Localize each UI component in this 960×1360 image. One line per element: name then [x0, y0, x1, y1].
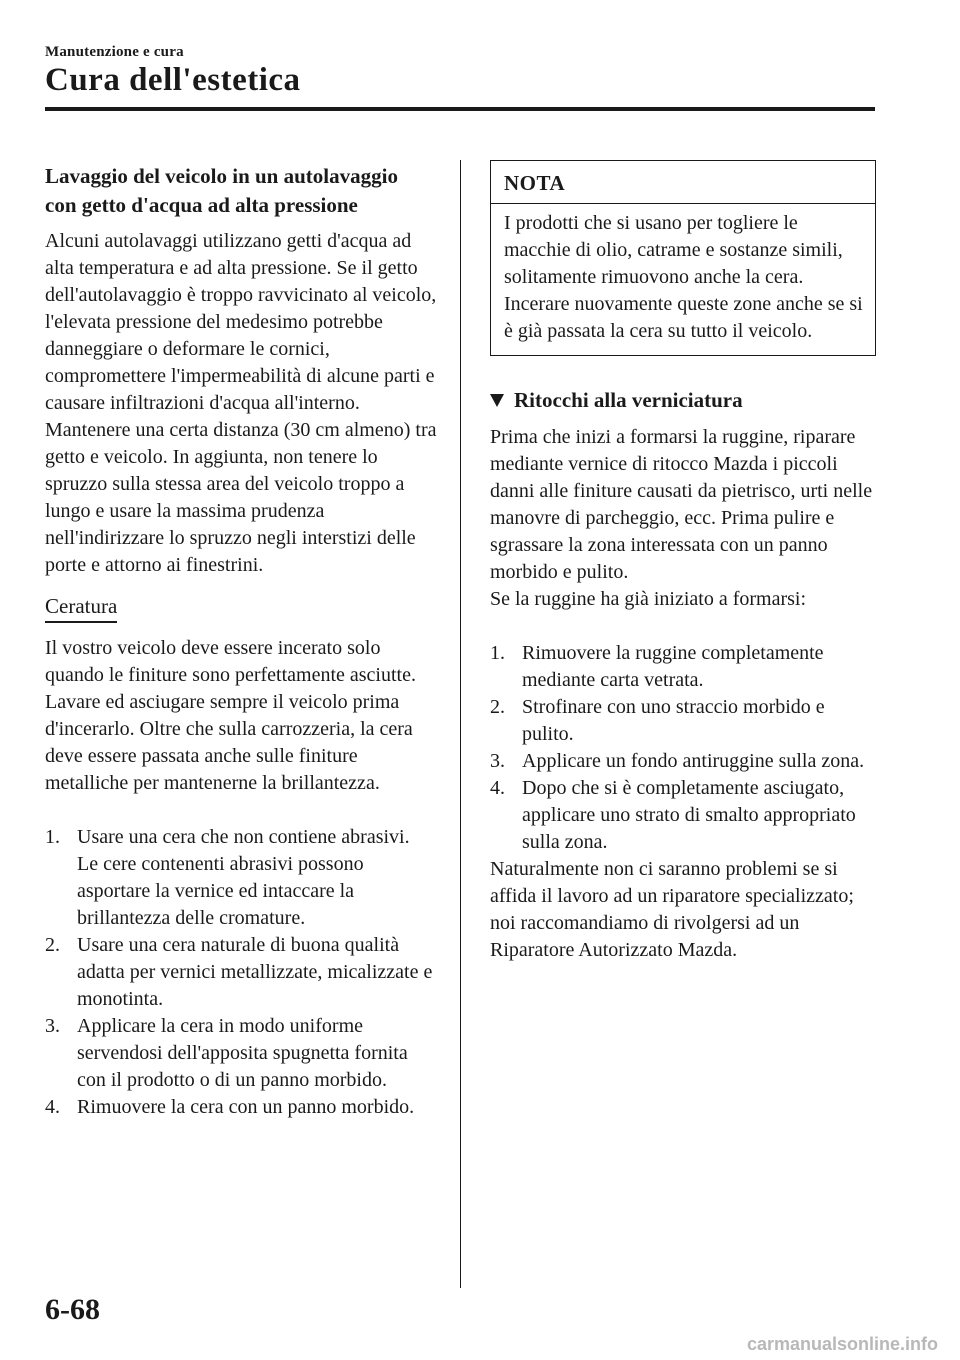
paragraph-closing: Naturalmente non ci saranno problemi se si affida il lavoro ad un riparatore specializzato; noi raccomandiamo di rivolgersi ad un Riparatore Autorizzato Mazda. — [490, 858, 854, 961]
step-subtext: Le cere contenenti abrasivi possono asportare la vernice ed intaccare la brillantezza delle cromature. — [77, 853, 364, 929]
step-number: 2. — [490, 696, 505, 718]
step-number: 4. — [490, 777, 505, 799]
page-title: Cura dell'estetica — [45, 62, 301, 98]
list-item — [45, 1094, 440, 1121]
step-text: Rimuovere la cera con un panno morbido. — [77, 1096, 415, 1118]
paragraph-pressure-wash: Alcuni autolavaggi utilizzano getti d'acqua ad alta temperatura e ad alta pressione. Se il getto dell'autolavaggio è troppo ravvicinato al veicolo, l'elevata pressione del medesimo potrebbe danneggiare o deformare le cornici, compromettere l'impermeabilità di alcune parti e causare infiltrazioni d'acqua all'interno. Mantenere una certa distanza (30 cm almeno) tra getto e veicolo. In aggiunta, non tenere lo spruzzo sulla stessa area del veicolo troppo a lungo e usare la massima prudenza nell'indirizzare lo spruzzo negli interstizi delle porte e attorno ai finestrini. — [45, 230, 437, 576]
heading-ritocchi-text: Ritocchi alla verniciatura — [514, 388, 743, 412]
list-item — [490, 775, 876, 856]
step-number: 3. — [45, 1015, 60, 1037]
page-number: 6-68 — [45, 1293, 100, 1326]
step-text: Rimuovere la ruggine completamente mediante carta vetrata. — [522, 642, 824, 691]
heading-ritocchi — [490, 386, 876, 414]
step-number: 1. — [45, 826, 60, 848]
note-body: I prodotti che si usano per togliere le macchie di olio, catrame e sostanze simili, solitamente rimuovono anche la cera. Incerare nuovamente queste zone anche se si è già passata la cera su tutto il veicolo. — [504, 212, 863, 342]
step-number: 4. — [45, 1096, 60, 1118]
paragraph-ceratura-1: Il vostro veicolo deve essere incerato solo quando le finiture sono perfettamente asciutte. — [45, 637, 416, 686]
step-text: Applicare un fondo antiruggine sulla zona. — [522, 750, 865, 772]
list-item — [45, 824, 440, 932]
step-number: 2. — [45, 934, 60, 956]
touchup-steps-list — [490, 640, 876, 856]
step-text: Applicare la cera in modo uniforme servendosi dell'apposita spugnetta fornita con il prodotto o di un panno morbido. — [77, 1015, 408, 1091]
paragraph-ritocchi-1: Prima che inizi a formarsi la ruggine, riparare mediante vernice di ritocco Mazda i piccoli danni alle finiture causati da pietrisco, urti nelle manovre di parcheggio, ecc. Prima pulire e sgrassare la zona interessata con un panno morbido e pulito. — [490, 426, 873, 583]
heading-ceratura: Ceratura — [45, 593, 117, 623]
step-text: Strofinare con uno straccio morbido e pulito. — [522, 696, 825, 745]
wax-steps-list — [45, 824, 440, 1121]
column-divider — [460, 160, 461, 1288]
step-text: Dopo che si è completamente asciugato, applicare uno strato di smalto appropriato sulla zona. — [522, 777, 856, 853]
paragraph-ceratura-2: Lavare ed asciugare sempre il veicolo prima d'incerarlo. Oltre che sulla carrozzeria, la cera deve essere passata anche sulle finiture metalliche per mantenerne la brillantezza. — [45, 691, 413, 794]
right-column — [490, 160, 876, 964]
paragraph-ritocchi-2: Se la ruggine ha già iniziato a formarsi: — [490, 588, 807, 610]
step-number: 3. — [490, 750, 505, 772]
list-item — [490, 694, 876, 748]
watermark: carmanualsonline.info — [746, 1334, 938, 1354]
triangle-down-icon — [490, 394, 504, 407]
list-item — [45, 1013, 440, 1094]
list-item — [45, 932, 440, 1013]
list-item — [490, 748, 876, 775]
heading-pressure-wash: Lavaggio del veicolo in un autolavaggio con getto d'acqua ad alta pressione — [45, 164, 398, 217]
note-title: NOTA — [491, 161, 875, 204]
header-rule — [45, 107, 875, 111]
left-column — [45, 162, 440, 1121]
step-text: Usare una cera che non contiene abrasivi. — [77, 826, 410, 848]
step-text: Usare una cera naturale di buona qualità adatta per vernici metallizzate, micalizzate e monotinta. — [77, 934, 433, 1010]
note-box — [490, 160, 876, 356]
list-item — [490, 640, 876, 694]
section-label: Manutenzione e cura — [45, 44, 184, 60]
step-number: 1. — [490, 642, 505, 664]
